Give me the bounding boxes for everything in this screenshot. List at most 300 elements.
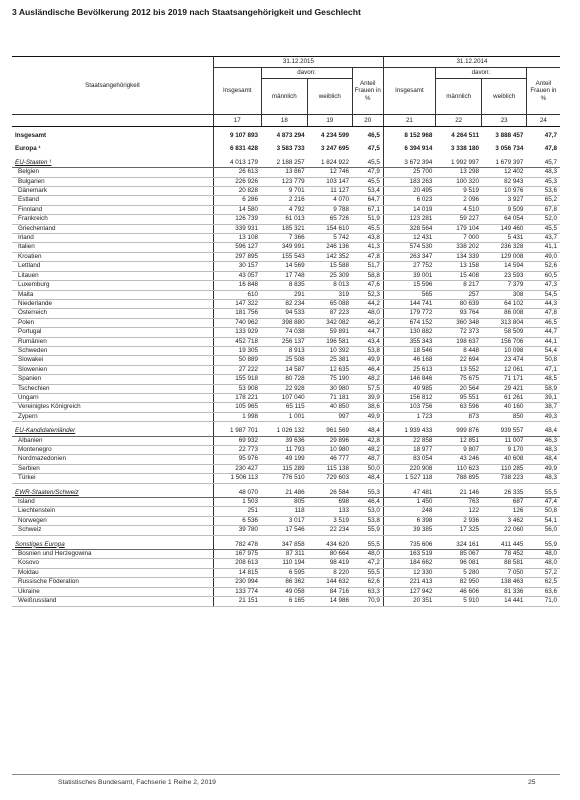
row-value: 16 848 [213,281,261,290]
table-row [12,597,560,606]
row-value: 729 603 [308,474,352,483]
row-value: 87 223 [308,309,352,318]
row-value: 46 168 [383,356,435,365]
row-value: 221 413 [383,578,435,587]
footer-publication: Statistisches Bundesamt, Fachserie 1 Reihe 2, 2019 [58,779,216,786]
row-value: 47,5 [367,145,380,153]
row-value: 776 510 [261,474,308,483]
row-value: 226 926 [213,177,261,186]
row-value: 185 321 [261,224,308,233]
table-row [12,526,560,535]
row-value: 45,5 [352,177,383,186]
row-value: 20 564 [435,384,482,393]
row-value: 63,3 [352,587,383,596]
row-value: 1 998 [213,412,261,421]
row-value: 43,7 [526,234,560,243]
row-value: 26 613 [213,168,261,177]
row-label: Liechtenstein [12,507,213,516]
row-label: Spanien [12,375,213,384]
table-row [12,550,560,559]
row-value: 308 [482,290,526,299]
row-value: 6 394 914 [383,145,435,153]
row-value: 39,9 [352,393,383,402]
row-value: 40 850 [308,403,352,412]
column-number: 22 [435,115,482,127]
row-value: 47,8 [544,145,557,153]
row-value: 196 581 [308,337,352,346]
row-value: 338 202 [435,243,482,252]
row-value: 40 608 [482,455,526,464]
table-row [12,384,560,393]
row-value: 1 992 997 [435,159,482,168]
row-value: 54,4 [526,346,560,355]
table-body [12,127,560,607]
row-label: Moldau [12,568,213,577]
row-value: 48 070 [213,489,261,498]
row-value: 12 746 [308,168,352,177]
row-value: 96 081 [435,559,482,568]
row-value: 47,2 [352,559,383,568]
row-label: Montenegro [12,446,213,455]
row-value: 43,4 [352,337,383,346]
row-value: 87 311 [261,550,308,559]
row-value: 38,7 [526,403,560,412]
table-row [12,252,560,261]
row-label: Luxemburg [12,281,213,290]
row-value: 55,3 [352,489,383,498]
row-label: Island [12,498,213,507]
row-value: 2 936 [435,516,482,525]
row-value: 596 127 [213,243,261,252]
row-value: 14 587 [261,365,308,374]
row-value: 4 873 294 [276,132,305,139]
row-value: 26 584 [308,489,352,498]
row-label: Litauen [12,271,213,280]
row-value: 118 [261,507,308,516]
row-value: 72 373 [435,328,482,337]
row-value: 12 330 [383,568,435,577]
row-value: 184 662 [383,559,435,568]
row-value: 49,9 [352,356,383,365]
row-value: 95 551 [435,393,482,402]
row-value: 22 060 [482,526,526,535]
row-value: 134 339 [435,252,482,261]
row-value: 30 980 [308,384,352,393]
row-value: 5 742 [308,234,352,243]
row-value: 246 136 [308,243,352,252]
row-value: 14 580 [213,205,261,214]
row-value: 48,3 [526,446,560,455]
row-value: 44,7 [352,328,383,337]
row-value: 39 780 [213,526,261,535]
row-value: 133 [308,507,352,516]
table-row [12,578,560,587]
row-label: Bosnien und Herzegowina [12,550,213,559]
row-value: 30 157 [213,262,261,271]
row-value: 44,1 [526,337,560,346]
row-value: 46,3 [526,436,560,445]
row-value: 58,9 [526,384,560,393]
row-label: EWR-Staaten/Schweiz [12,489,213,498]
row-value: 763 [435,498,482,507]
table-row [12,568,560,577]
row-value: 95 976 [213,455,261,464]
row-value: 183 263 [383,177,435,186]
row-label: Tschechien [12,384,213,393]
population-table-container [12,56,560,607]
row-value: 48,4 [526,427,560,436]
row-value: 71 181 [308,393,352,402]
page-number: 25 [528,779,536,786]
row-value: 10 098 [482,346,526,355]
row-value: 13 108 [213,234,261,243]
header-anteil-2015: Anteil Frauen in % [352,68,383,115]
row-value: 86 362 [261,578,308,587]
row-value: 8 835 [261,281,308,290]
row-value: 4 234 599 [320,132,349,139]
footer-rule [12,774,560,775]
row-value: 179 104 [435,224,482,233]
row-value: 110 285 [482,464,526,473]
row-value: 14 986 [308,597,352,606]
row-value: 43 057 [213,271,261,280]
row-label: Lettland [12,262,213,271]
row-label: Portugal [12,328,213,337]
row-label: Estland [12,196,213,205]
row-value: 3 927 [482,196,526,205]
row-label: Rumänien [12,337,213,346]
table-row [12,337,560,346]
group-row [12,159,560,168]
row-value: 50 889 [213,356,261,365]
row-value: 48,4 [352,427,383,436]
row-value: 5 910 [435,597,482,606]
row-value: 75 190 [308,375,352,384]
row-value: 1 001 [261,412,308,421]
row-value: 178 221 [213,393,261,402]
row-value: 4 510 [435,205,482,214]
row-value: 14 594 [482,262,526,271]
row-value: 179 772 [383,309,435,318]
row-value: 50,0 [352,464,383,473]
table-row [12,412,560,421]
row-value: 67,1 [352,205,383,214]
row-value: 2 096 [435,196,482,205]
total-row [12,145,560,153]
row-value: 674 152 [383,318,435,327]
row-value: 3 888 457 [495,132,524,139]
row-value: 29 896 [308,436,352,445]
row-label: Belgien [12,168,213,177]
row-value: 256 137 [261,337,308,346]
row-value: 398 880 [261,318,308,327]
row-value: 48,5 [526,375,560,384]
row-label: Niederlande [12,299,213,308]
row-value: 788 895 [435,474,482,483]
row-value: 850 [482,412,526,421]
row-value: 3 672 394 [383,159,435,168]
table-row [12,455,560,464]
row-value: 67,8 [526,205,560,214]
row-value: 69 932 [213,436,261,445]
row-value: 54,1 [526,516,560,525]
row-value: 47,8 [526,309,560,318]
row-value: 25 309 [308,271,352,280]
row-value: 181 756 [213,309,261,318]
row-value: 83 054 [383,455,435,464]
row-value: 163 519 [383,550,435,559]
row-value: 115 138 [308,464,352,473]
row-value: 42,8 [352,436,383,445]
row-value: 27 222 [213,365,261,374]
row-label: Slowakei [12,356,213,365]
table-row [12,375,560,384]
row-value: 324 161 [435,541,482,550]
row-value: 38,6 [352,403,383,412]
row-value: 100 320 [435,177,482,186]
row-value: 13 552 [435,365,482,374]
row-value: 44,3 [526,299,560,308]
row-value: 103 147 [308,177,352,186]
table-row [12,318,560,327]
row-label: Sonstiges Europa [12,541,213,550]
row-value: 14 569 [261,262,308,271]
row-value: 939 557 [482,427,526,436]
row-value: 71,0 [526,597,560,606]
row-value: 65 115 [261,403,308,412]
row-value: 13 158 [435,262,482,271]
row-value: 45,3 [526,177,560,186]
table-row [12,365,560,374]
row-value: 999 876 [435,427,482,436]
row-value: 44,7 [526,328,560,337]
header-maennlich-2014: männlich [435,79,482,115]
row-value: 40 160 [482,403,526,412]
table-row [12,243,560,252]
row-value: 52,0 [526,215,560,224]
row-value: 5 280 [435,568,482,577]
row-value: 8 152 968 [383,132,435,140]
table-row [12,464,560,473]
row-value: 574 530 [383,243,435,252]
row-value: 6 595 [261,568,308,577]
row-value: 48,0 [526,559,560,568]
row-value: 2 216 [261,196,308,205]
row-value: 123 281 [383,215,435,224]
row-value: 147 322 [213,299,261,308]
row-value: 80 664 [308,550,352,559]
row-value: 98 419 [308,559,352,568]
header-weiblich-2015: weiblich [308,79,352,115]
row-value: 20 351 [383,597,435,606]
column-number: 23 [482,115,526,127]
table-row [12,187,560,196]
row-value: 41,1 [526,243,560,252]
row-value: 21 146 [435,489,482,498]
row-value: 263 347 [383,252,435,261]
row-value: 342 082 [308,318,352,327]
row-value: 86 008 [482,309,526,318]
row-label: Dänemark [12,187,213,196]
table-row [12,446,560,455]
row-value: 2 188 257 [261,159,308,168]
row-label: Zypern [12,412,213,421]
table-row [12,168,560,177]
row-value: 55,9 [526,541,560,550]
row-value: 22 694 [435,356,482,365]
row-value: 80 639 [435,299,482,308]
row-value: 55,5 [352,568,383,577]
row-value: 4 070 [308,196,352,205]
row-label: Bulgarien [12,177,213,186]
row-value: 10 980 [308,446,352,455]
row-value: 29 421 [482,384,526,393]
row-value: 55,5 [352,541,383,550]
row-value: 47,3 [526,281,560,290]
row-value: 687 [482,498,526,507]
row-value: 56,0 [526,526,560,535]
row-value: 144 741 [383,299,435,308]
row-value: 82 234 [261,299,308,308]
row-value: 45,5 [352,224,383,233]
row-value: 59 227 [435,215,482,224]
row-value: 39 636 [261,436,308,445]
row-value: 355 343 [383,337,435,346]
row-value: 149 460 [482,224,526,233]
row-value: 46,5 [367,132,380,139]
column-number: 21 [383,115,435,127]
row-label: Kosovo [12,559,213,568]
table-row [12,234,560,243]
row-value: 46 606 [435,587,482,596]
row-label: Serbien [12,464,213,473]
row-label: Vereinigtes Königreich [12,403,213,412]
row-value: 51,9 [352,215,383,224]
row-value: 360 348 [435,318,482,327]
row-value: 58,8 [352,271,383,280]
row-value: 94 533 [261,309,308,318]
row-value: 19 305 [213,346,261,355]
row-value: 5 431 [482,234,526,243]
row-value: 48,0 [352,550,383,559]
table-row [12,346,560,355]
row-value: 46,4 [352,365,383,374]
row-value: 1 527 118 [383,474,435,483]
row-value: 133 774 [213,587,261,596]
row-value: 60,5 [526,271,560,280]
table-row [12,507,560,516]
row-value: 84 716 [308,587,352,596]
row-value: 297 895 [213,252,261,261]
row-value: 1 026 132 [261,427,308,436]
row-value: 45,5 [352,159,383,168]
row-value: 339 931 [213,224,261,233]
column-number: 19 [308,115,352,127]
table-row [12,196,560,205]
table-row [12,281,560,290]
row-value: 53,6 [526,187,560,196]
row-value: 81 336 [482,587,526,596]
row-value: 17 546 [261,526,308,535]
row-value: 45,5 [526,224,560,233]
row-value: 21 151 [213,597,261,606]
row-value: 291 [261,290,308,299]
header-davon-2014: davon: [435,68,526,79]
row-value: 46,4 [352,498,383,507]
row-value: 434 620 [308,541,352,550]
row-value: 873 [435,412,482,421]
row-value: 18 546 [383,346,435,355]
row-value: 4 264 511 [451,132,479,139]
period-date-2015: 31.12.2015 [213,57,383,68]
row-label: Nordmazedonien [12,455,213,464]
row-value: 4 792 [261,205,308,214]
row-value: 14 815 [213,568,261,577]
row-value: 47,1 [526,365,560,374]
row-value: 46,5 [526,318,560,327]
row-value: 11 127 [308,187,352,196]
row-value: 23 474 [482,356,526,365]
row-value: 230 994 [213,578,261,587]
row-value: 7 366 [261,234,308,243]
row-label: Griechenland [12,224,213,233]
row-value: 48,4 [526,455,560,464]
row-value: 9 170 [482,446,526,455]
row-value: 49 058 [261,587,308,596]
row-value: 39 001 [383,271,435,280]
row-value: 9 701 [261,187,308,196]
row-value: 154 610 [308,224,352,233]
row-label: Polen [12,318,213,327]
row-value: 47,8 [352,252,383,261]
row-label: Weißrussland [12,597,213,606]
row-label: Malta [12,290,213,299]
row-value: 54,5 [526,290,560,299]
table-row [12,224,560,233]
row-value: 55,5 [526,489,560,498]
row-value: 62,6 [352,578,383,587]
row-label: Kroatien [12,252,213,261]
row-value: 123 779 [261,177,308,186]
row-value: 698 [308,498,352,507]
row-value: 6 023 [383,196,435,205]
row-value: 1 939 433 [383,427,435,436]
row-value: 47,7 [544,132,557,139]
row-label: Ungarn [12,393,213,402]
table-row [12,587,560,596]
row-label: Schweden [12,346,213,355]
row-value: 55,9 [352,526,383,535]
row-value: 7 379 [482,281,526,290]
row-value: 167 975 [213,550,261,559]
row-value: 85 067 [435,550,482,559]
table-row [12,559,560,568]
total-row [12,132,560,140]
row-value: 6 398 [383,516,435,525]
row-value: 133 929 [213,328,261,337]
row-value: 27 752 [383,262,435,271]
row-value: 48,0 [352,309,383,318]
table-row [12,393,560,402]
row-value: 565 [383,290,435,299]
row-label-header: Staatsangehörigkeit [12,57,213,115]
row-value: 155 918 [213,375,261,384]
row-value: 65,2 [526,196,560,205]
row-value: 12 431 [383,234,435,243]
row-value: 230 427 [213,464,261,473]
row-value: 47,6 [352,281,383,290]
row-value: 3 583 733 [276,145,305,153]
